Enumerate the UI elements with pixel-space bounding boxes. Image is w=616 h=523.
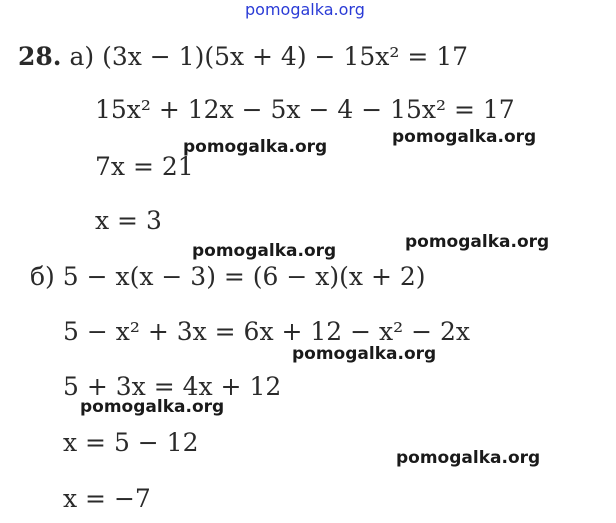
watermark: pomogalka.org [192,241,337,261]
watermark: pomogalka.org [80,397,225,417]
problem-number: 28. [18,42,62,71]
watermark: pomogalka.org [392,127,537,147]
watermark: pomogalka.org [292,344,437,364]
part-a-equation-1: (3x − 1)(5x + 4) − 15x² = 17 [102,42,469,71]
watermark: pomogalka.org [396,448,541,468]
part-b-equation-1: 5 − x(x − 3) = (6 − x)(x + 2) [62,262,426,291]
part-a-equation-4: x = 3 [95,206,162,235]
part-a-label: а) [69,42,95,71]
watermark: pomogalka.org [405,232,550,252]
watermark: pomogalka.org [183,137,328,157]
part-b-equation-3: 5 + 3x = 4x + 12 [63,372,282,401]
part-a-equation-2: 15x² + 12x − 5x − 4 − 15x² = 17 [95,95,515,124]
part-b-equation-5: x = −7 [63,484,151,513]
part-a-line-1 [18,42,468,72]
part-b-equation-4: x = 5 − 12 [63,428,199,457]
part-b-line-1 [30,262,426,292]
part-b-equation-2: 5 − x² + 3x = 6x + 12 − x² − 2x [63,317,471,346]
part-b-label: б) [30,262,55,291]
header-watermark: pomogalka.org [245,0,365,19]
part-a-equation-3: 7x = 21 [95,152,194,181]
